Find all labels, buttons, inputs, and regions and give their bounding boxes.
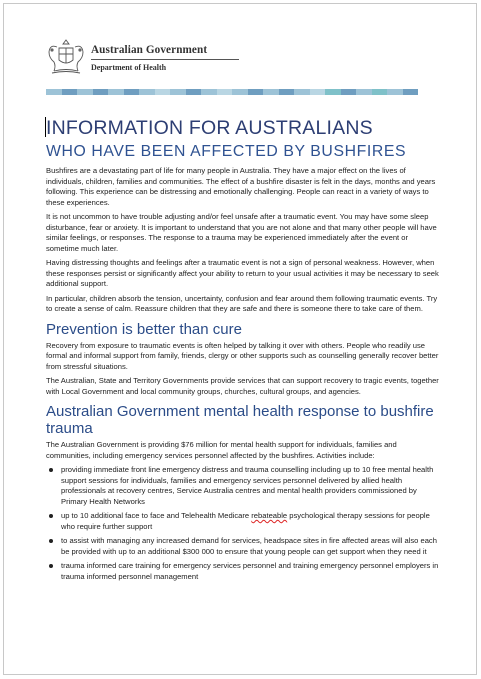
color-bar-segment [124, 89, 140, 95]
list-item-text: providing immediate front line emergency distress and trauma counselling including up to 10 free mental health support sessions for individuals, families and emergency services personnel delivered by allied health professionals at recovery centres, Service Australia centres and mental health providers commissioned by Primary Health Networks [61, 465, 434, 506]
intro-paragraph: In particular, children absorb the tension, uncertainty, confusion and fear around them following traumatic events. Try to create a sense of calm. Reassure children that they are safe and there is someone there to take care of them. [46, 293, 438, 313]
list-item [46, 511, 442, 532]
bullet-icon [49, 514, 53, 518]
header-divider [91, 59, 239, 60]
color-bar-segment [341, 89, 357, 95]
color-bar-segment [232, 89, 248, 95]
color-bar-segment [372, 89, 388, 95]
list-item-text: up to 10 additional face to face and Telehealth Medicare [61, 511, 252, 520]
color-bar-segment [201, 89, 217, 95]
document-title: INFORMATION FOR AUSTRALIANS [46, 117, 373, 139]
list-item-text: to assist with managing any increased demand for services, headspace sites in fire affected areas will also each be provided with up to an additional $300 000 to ensure that young people can get support when they need it [61, 536, 437, 556]
color-bar-segment [403, 89, 419, 95]
intro-paragraph: Having distressing thoughts and feelings after a traumatic event is not a sign of personal weakness. However, when these responses persist or significantly affect your ability to return to your usual activities it may be necessary to seek additional support. [46, 258, 439, 288]
intro-paragraph: Bushfires are a devastating part of life for many people in Australia. They have a major effect on the lives of individuals, children, families and communities. The effect of a bushfire disaster is felt in the days, months and years following. This experience can be distressing and emotionally challenging. People can react in a variety of ways to these experiences. [46, 166, 436, 207]
bullet-icon [49, 564, 53, 568]
color-bar-segment [263, 89, 279, 95]
color-bar-segment [325, 89, 341, 95]
list-item-text: trauma informed care training for emergency services personnel and training emergency personnel employers in trauma informed personnel management [61, 561, 439, 581]
color-bar-segment [155, 89, 171, 95]
color-bar-segment [46, 89, 62, 95]
color-bar-segment [217, 89, 233, 95]
spellcheck-flagged-word[interactable]: rebateable [251, 511, 288, 520]
list-item [46, 561, 442, 582]
color-bar-segment [170, 89, 186, 95]
color-bar-segment [356, 89, 372, 95]
document-subtitle: WHO HAVE BEEN AFFECTED BY BUSHFIRES [46, 143, 407, 160]
color-bar-segment [93, 89, 109, 95]
list-item [46, 465, 442, 507]
color-bar-segment [62, 89, 78, 95]
activities-list [46, 465, 442, 582]
decorative-color-bar [46, 89, 418, 95]
color-bar-segment [294, 89, 310, 95]
response-heading: Australian Government mental health response to bushfire trauma [46, 403, 434, 437]
bullet-icon [49, 539, 53, 543]
prevention-heading: Prevention is better than cure [46, 320, 242, 338]
color-bar-segment [139, 89, 155, 95]
color-bar-segment [248, 89, 264, 95]
department-name: Department of Health [91, 63, 167, 72]
color-bar-segment [279, 89, 295, 95]
document-body [46, 116, 442, 586]
coat-of-arms-icon [46, 38, 86, 76]
color-bar-segment [310, 89, 326, 95]
color-bar-segment [387, 89, 403, 95]
bullet-icon [49, 468, 53, 472]
color-bar-segment [108, 89, 124, 95]
color-bar-segment [77, 89, 93, 95]
org-name: Australian Government [91, 44, 208, 56]
intro-paragraph: It is not uncommon to have trouble adjusting and/or feel unsafe after a traumatic event. You may have some sleep disturbance, fear or anxiety. It is important to understand that you are not alone and that many other people will have similar feelings, or responses. The response to a trauma may be experienced immediately after the event or sometime much later. [46, 212, 437, 253]
text-cursor [45, 117, 46, 137]
prevention-paragraph: The Australian, State and Territory Governments provide services that can support recovery to tragic events, together with Local Government and local community groups, churches, cultural groups, and agencies. [46, 376, 439, 396]
list-item [46, 536, 442, 557]
list-item-text: psychological therapy sessions for people who require further support [61, 511, 430, 531]
prevention-paragraph: Recovery from exposure to traumatic events is often helped by talking it over with others. People who readily use formal and informal support from family, friends, clergy or other supports such as counselling generally recover better from stressful situations. [46, 340, 439, 371]
response-intro: The Australian Government is providing $76 million for mental health support for individuals, families and communities, including emergency services personnel affected by the bushfires. Activities include: [46, 440, 397, 460]
color-bar-segment [186, 89, 202, 95]
